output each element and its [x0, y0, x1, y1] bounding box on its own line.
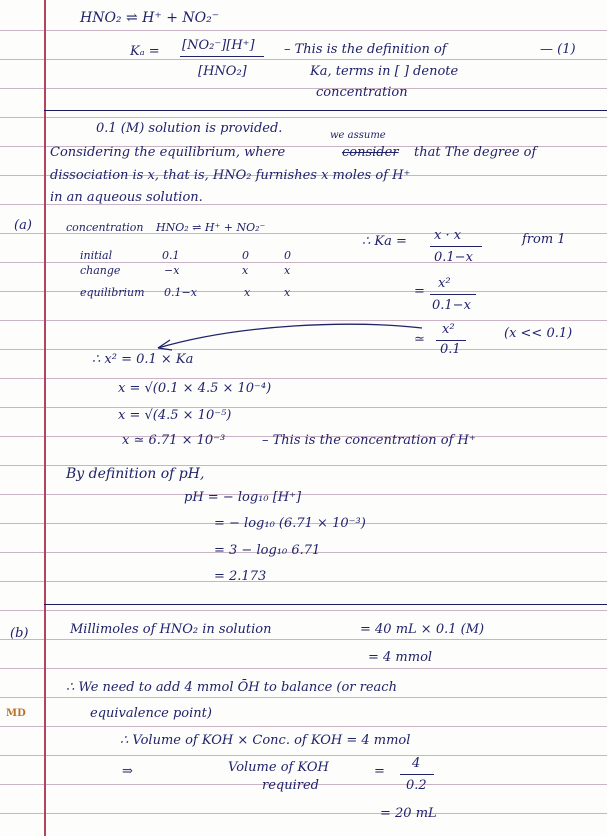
- equivalence-text: equivalence point): [90, 706, 212, 721]
- degree-text: that The degree of: [414, 145, 537, 160]
- millimoles-text: Millimoles of HNO₂ in solution: [70, 622, 272, 637]
- ph-definition-heading: By definition of pH,: [66, 466, 205, 482]
- ph-step-1: pH = − log₁₀ [H⁺]: [184, 490, 302, 505]
- section-divider: [44, 110, 607, 111]
- ice-row-label: equilibrium: [80, 286, 145, 299]
- we-assume-insert: we assume: [330, 130, 386, 141]
- ice-cell: 0: [242, 249, 249, 262]
- ka-frac3-num: x²: [442, 322, 455, 337]
- ice-cell: 0.1−x: [164, 286, 197, 299]
- required-label: required: [262, 778, 319, 793]
- definition-line-1: – This is the definition of: [284, 42, 447, 57]
- step-x-squared: ∴ x² = 0.1 × Ka: [92, 352, 194, 367]
- volume-equation: ∴ Volume of KOH × Conc. of KOH = 4 mmol: [120, 733, 411, 748]
- ka-frac1-bar: [430, 246, 482, 247]
- struck-word: consider: [342, 145, 399, 160]
- step-x-value: x ≃ 6.71 × 10⁻³: [122, 433, 226, 448]
- definition-line-3: concentration: [316, 85, 408, 100]
- ka-frac3-den: 0.1: [440, 342, 461, 357]
- ka-fraction-bar: [180, 56, 264, 57]
- ka-expression-label: ∴ Ka =: [362, 234, 407, 249]
- ka-frac1-den: 0.1−x: [434, 250, 473, 265]
- considering-text: Considering the equilibrium, where: [50, 145, 286, 160]
- ice-cell: x: [284, 286, 291, 299]
- definition-line-2: Ka, terms in [ ] denote: [310, 64, 459, 79]
- ka-frac2-num: x²: [438, 276, 451, 291]
- ice-cell: x: [244, 286, 251, 299]
- ice-row-label: change: [80, 264, 121, 277]
- volume-koh-label: Volume of KOH: [228, 760, 329, 775]
- ice-cell: 0: [284, 249, 291, 262]
- ph-step-3: = 3 − log₁₀ 6.71: [214, 543, 321, 558]
- ka-denominator: [HNO₂]: [198, 64, 247, 79]
- dissociation-equation: HNO₂ ⇌ H⁺ + NO₂⁻: [80, 10, 220, 26]
- aqueous-text: in an aqueous solution.: [50, 190, 203, 205]
- ice-cell: x: [242, 264, 249, 277]
- ka-frac3-bar: [436, 340, 466, 341]
- ice-cell: 0.1: [162, 249, 180, 262]
- ka-symbol: Kₐ =: [130, 44, 160, 59]
- ka-frac1-num: x · x: [434, 228, 462, 243]
- ice-cell: x: [284, 264, 291, 277]
- ka-frac2-bar: [430, 294, 476, 295]
- from-eq-1: from 1: [522, 232, 566, 247]
- dissociation-text: dissociation is x, that is, HNO₂ furnishes x moles of H⁺: [50, 168, 411, 183]
- ph-result: = 2.173: [214, 569, 267, 584]
- volume-equals: =: [374, 764, 385, 779]
- ka-numerator: [NO₂⁻][H⁺]: [182, 38, 255, 53]
- ice-row-label: initial: [80, 249, 113, 262]
- margin-stamp: MD: [6, 708, 26, 719]
- provided-text: 0.1 (M) solution is provided.: [96, 121, 283, 136]
- equation-reference: — (1): [540, 42, 576, 57]
- ph-step-2: = − log₁₀ (6.71 × 10⁻³): [214, 516, 366, 531]
- part-a-label: (a): [14, 218, 32, 233]
- ice-header-label: concentration: [66, 221, 144, 234]
- equals-sign: =: [414, 284, 425, 299]
- millimoles-result: = 4 mmol: [368, 650, 433, 665]
- step-x-root-2: x = √(4.5 × 10⁻⁵): [118, 408, 232, 423]
- approximation-condition: (x << 0.1): [504, 326, 573, 341]
- ice-header-equation: HNO₂ ⇌ H⁺ + NO₂⁻: [156, 221, 266, 234]
- step-x-root-1: x = √(0.1 × 4.5 × 10⁻⁴): [118, 381, 272, 396]
- margin-line: [44, 0, 46, 836]
- part-b-label: (b): [10, 626, 29, 641]
- volume-fraction-bar: [400, 774, 434, 775]
- implies-arrow: ⇒: [122, 764, 133, 779]
- need-to-add-text: ∴ We need to add 4 mmol ŌH to balance (or reach: [66, 680, 397, 695]
- section-divider: [44, 604, 607, 605]
- millimoles-calc: = 40 mL × 0.1 (M): [360, 622, 485, 637]
- volume-result: = 20 mL: [380, 806, 437, 821]
- ka-frac2-den: 0.1−x: [432, 298, 471, 313]
- approx-sign: ≃: [414, 332, 425, 347]
- volume-fraction-num: 4: [412, 756, 421, 771]
- volume-fraction-den: 0.2: [406, 778, 427, 793]
- ice-cell: −x: [164, 264, 180, 277]
- h-concentration-note: – This is the concentration of H⁺: [262, 433, 476, 448]
